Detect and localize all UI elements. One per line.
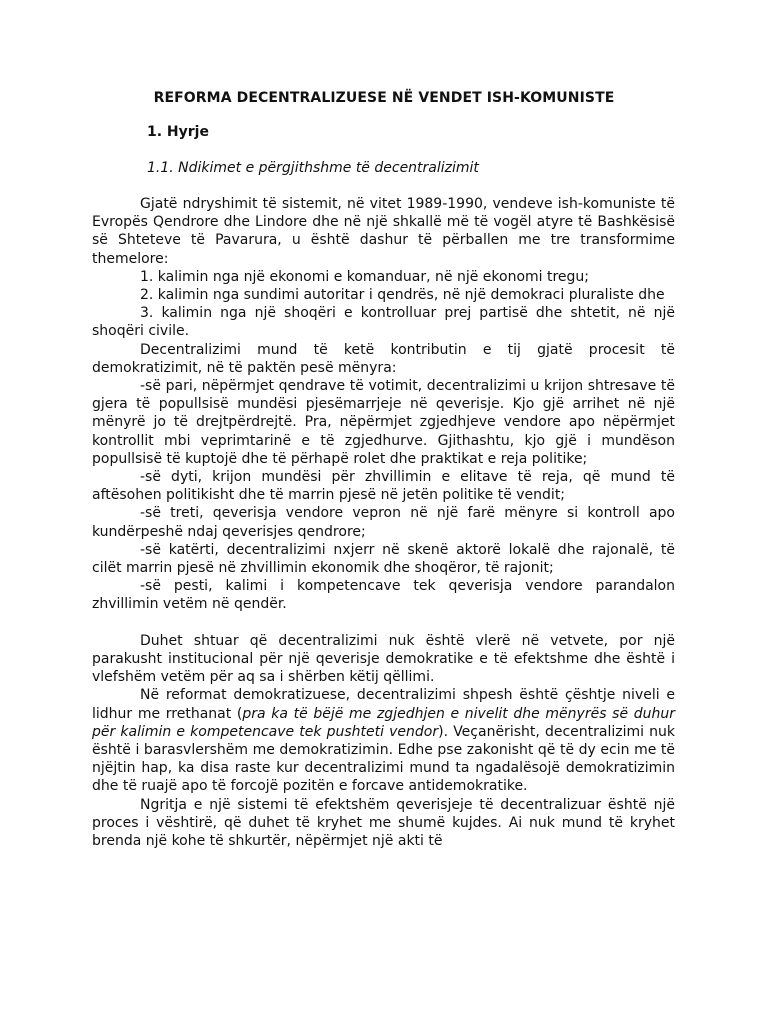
paragraph: Ngritja e një sistemi të efektshëm qeverisjeje të decentralizuar është një proces i vështirë, që duhet të kryhet me shumë kujdes. Ai nuk mund të kryhet brenda një kohe të shkurtër, nëpërmjet një akti të	[92, 796, 675, 850]
list-item: -së treti, qeverisja vendore vepron në një farë mënyre si kontroll apo kundërpeshë ndaj qeverisjes qendrore;	[92, 505, 675, 540]
list-item: 2. kalimin nga sundimi autoritar i qendrës, në një demokraci pluraliste dhe	[140, 287, 665, 304]
paragraph	[92, 686, 675, 795]
subsection-heading: 1.1. Ndikimet e përgjithshme të decentralizimit	[147, 160, 479, 176]
paragraph: Duhet shtuar që decentralizimi nuk është vlerë në vetvete, por një parakusht institucional për një qeverisje demokratike e të efektshme dhe është i vlefshëm vetëm për aq sa i shërben këtij qëllimi.	[92, 632, 675, 686]
list-item: 1. kalimin nga një ekonomi e komanduar, në një ekonomi tregu;	[140, 268, 590, 285]
paragraph: Gjatë ndryshimit të sistemit, në vitet 1989-1990, vendeve ish-komuniste të Evropës Qendrore dhe Lindore dhe në një shkallë më të vogël atyre të Bashkësisë së Shteteve të Pavarura, u është dashur të përballen me tre transformime themelore:	[92, 196, 675, 267]
italic-remark: pra ka të bëjë me zgjedhjen e nivelit dhe mënyrës së duhur për kalimin e kompetencave tek pushteti vendor	[92, 705, 675, 740]
list-item: -së katërti, decentralizimi nxjerr në skenë aktorë lokalë dhe rajonalë, të cilët marrin pjesë në zhvillimin ekonomik dhe shoqëror, të rajonit;	[92, 541, 675, 577]
paragraph: Decentralizimi mund të ketë kontributin e tij gjatë procesit të demokratizimit, në të paktën pesë mënyra:	[92, 341, 675, 376]
section-heading: 1. Hyrje	[147, 124, 209, 140]
list-item: 3. kalimin nga një shoqëri e kontrolluar prej partisë dhe shtetit, në një shoqëri civile.	[92, 305, 675, 340]
document-body	[92, 195, 675, 850]
paragraph-text: ). Veçanërisht, decentralizimi nuk është i barasvlershëm me demokratizimin. Edhe pse zakonisht që të dy ecin me të njëjtin hap, ka disa raste kur decentralizimi mund ta ngadalësojë demokratizimin dhe të ruajë apo të forcojë pozitën e forcave antidemokratike.	[92, 723, 675, 795]
list-item: -së pesti, kalimi i kompetencave tek qeverisja vendore parandalon zhvillimin vetëm në qendër.	[92, 578, 675, 613]
paragraph-text: Në reformat demokratizuese, decentralizimi shpesh është çështje niveli e lidhur me rrethanat (	[92, 687, 675, 722]
document-title: REFORMA DECENTRALIZUESE NË VENDET ISH-KOMUNISTE	[153, 90, 615, 106]
list-item: -së pari, nëpërmjet qendrave të votimit, decentralizimi u krijon shtresave të gjera të popullsisë mundësi pjesëmarrjeje në qeverisje. Kjo gjë arrihet në një mënyrë jo të drejtpërdrejtë. Pra, nëpërmjet zgjedhjeve vendore apo nëpërmjet kontrollit mbi veprimtarinë e të zgjedhurve. Gjithashtu, kjo gjë i mundëson popullsisë të kuptojë dhe të përhapë rolet dhe praktikat e reja politike;	[92, 378, 675, 467]
list-item: -së dyti, krijon mundësi për zhvillimin e elitave të reja, që mund të aftësohen politikisht dhe të marrin pjesë në jetën politike të vendit;	[92, 469, 675, 504]
